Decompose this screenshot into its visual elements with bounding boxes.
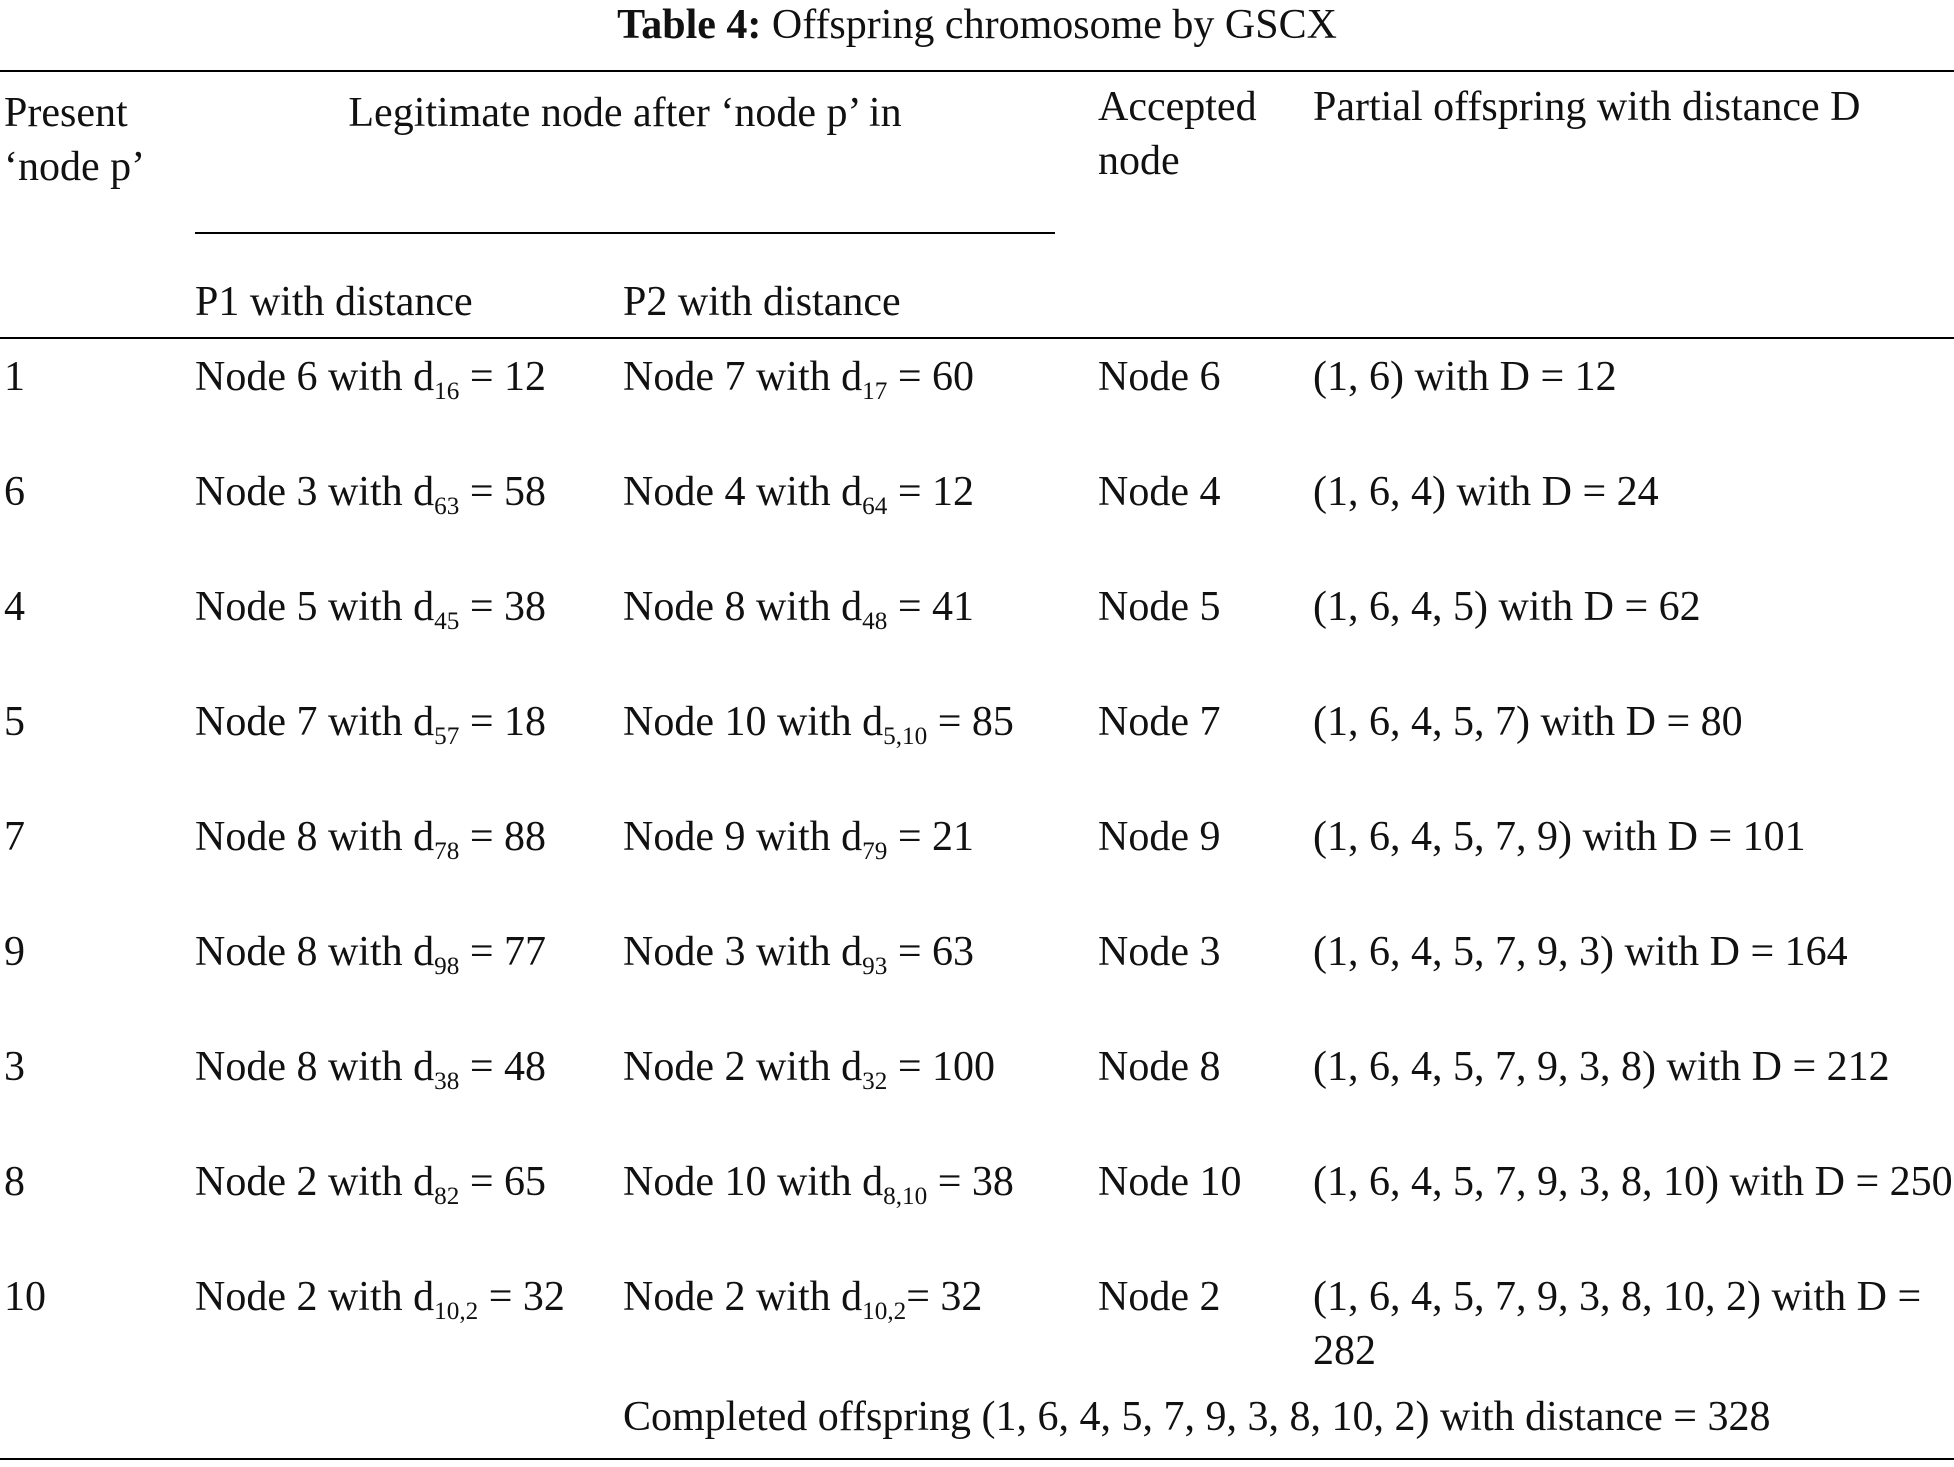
- row-p1-distance: Node 7 with $d_{57} = 18$: [195, 699, 547, 750]
- row-partial: (1, 6, 4, 5, 7, 9) with D = 101: [1313, 814, 1806, 860]
- top-rule: [0, 70, 1954, 72]
- row-p1-distance: Node 3 with $d_{63} = 58$: [195, 469, 547, 520]
- header-rule: [0, 337, 1954, 339]
- header-legitimate: Legitimate node after ‘node p’ in: [348, 90, 902, 136]
- row-accepted: Node 8: [1098, 1044, 1221, 1090]
- row-p2-distance: Node 4 with $d_{64} = 12$: [623, 469, 975, 520]
- row-present: 3: [4, 1044, 25, 1090]
- row-p1-distance: Node 8 with $d_{38} = 48$: [195, 1044, 547, 1095]
- row-accepted: Node 3: [1098, 929, 1221, 975]
- row-present: 10: [4, 1274, 46, 1320]
- row-present: 6: [4, 469, 25, 515]
- row-present: 1: [4, 354, 25, 400]
- row-p2-distance: Node 9 with $d_{79} = 21$: [623, 814, 975, 865]
- row-accepted: Node 2: [1098, 1274, 1221, 1320]
- header-present: Present ‘node p’: [4, 90, 146, 190]
- row-p2-distance: Node 3 with $d_{93} = 63$: [623, 929, 975, 980]
- row-accepted: Node 6: [1098, 354, 1221, 400]
- row-accepted: Node 10: [1098, 1159, 1242, 1205]
- row-p2-distance: Node 7 with $d_{17} = 60$: [623, 354, 975, 405]
- row-partial: (1, 6, 4, 5, 7, 9, 3, 8) with D = 212: [1313, 1044, 1890, 1090]
- row-p2-distance: Node 8 with $d_{48} = 41$: [623, 584, 975, 635]
- row-present: 9: [4, 929, 25, 975]
- row-present: 4: [4, 584, 25, 630]
- header-p1: P1 with distance: [195, 279, 473, 325]
- header-partial: Partial offspring with distance D: [1313, 84, 1861, 130]
- row-p1-distance: Node 2 with $d_{82} = 65$: [195, 1159, 547, 1210]
- row-partial: (1, 6, 4, 5) with D = 62: [1313, 584, 1701, 630]
- header-accepted: Accepted node: [1098, 84, 1257, 184]
- header-p2: P2 with distance: [623, 279, 901, 325]
- bottom-rule: [0, 1458, 1954, 1460]
- row-partial: (1, 6, 4, 5, 7, 9, 3, 8, 10, 2) with D = 282: [1313, 1274, 1922, 1374]
- row-p2-distance: Node 10 with $d_{5,10} = 85$: [623, 699, 1014, 750]
- row-p1-distance: Node 8 with $d_{98} = 77$: [195, 929, 547, 980]
- row-partial: (1, 6, 4, 5, 7, 9, 3) with D = 164: [1313, 929, 1848, 975]
- row-accepted: Node 9: [1098, 814, 1221, 860]
- row-partial: (1, 6) with D = 12: [1313, 354, 1617, 400]
- row-present: 8: [4, 1159, 25, 1205]
- row-p2-distance: Node 10 with $d_{8,10} = 38$: [623, 1159, 1014, 1210]
- table-caption: [0, 0, 1954, 50]
- row-present: 7: [4, 814, 25, 860]
- row-accepted: Node 4: [1098, 469, 1221, 515]
- row-partial: (1, 6, 4, 5, 7) with D = 80: [1313, 699, 1743, 745]
- table-label: Table 4:: [617, 2, 762, 48]
- row-partial: (1, 6, 4, 5, 7, 9, 3, 8, 10) with D = 250: [1313, 1159, 1953, 1205]
- table-title: Offspring chromosome by GSCX: [771, 2, 1337, 48]
- row-partial: (1, 6, 4) with D = 24: [1313, 469, 1659, 515]
- row-accepted: Node 5: [1098, 584, 1221, 630]
- row-p2-distance: Node 2 with $d_{32} = 100$: [623, 1044, 996, 1095]
- row-p2-distance: Node 2 with $d_{10,2}= 32$: [623, 1274, 983, 1325]
- header-sub-rule: [195, 232, 1055, 234]
- row-p1-distance: Node 8 with $d_{78} = 88$: [195, 814, 547, 865]
- row-present: 5: [4, 699, 25, 745]
- completed-offspring: Completed offspring (1, 6, 4, 5, 7, 9, 3, 8, 10, 2) with distance = 328: [623, 1394, 1771, 1440]
- row-p1-distance: Node 6 with $d_{16} = 12$: [195, 354, 547, 405]
- row-p1-distance: Node 5 with $d_{45} = 38$: [195, 584, 547, 635]
- row-accepted: Node 7: [1098, 699, 1221, 745]
- row-p1-distance: Node 2 with $d_{10,2} = 32$: [195, 1274, 565, 1325]
